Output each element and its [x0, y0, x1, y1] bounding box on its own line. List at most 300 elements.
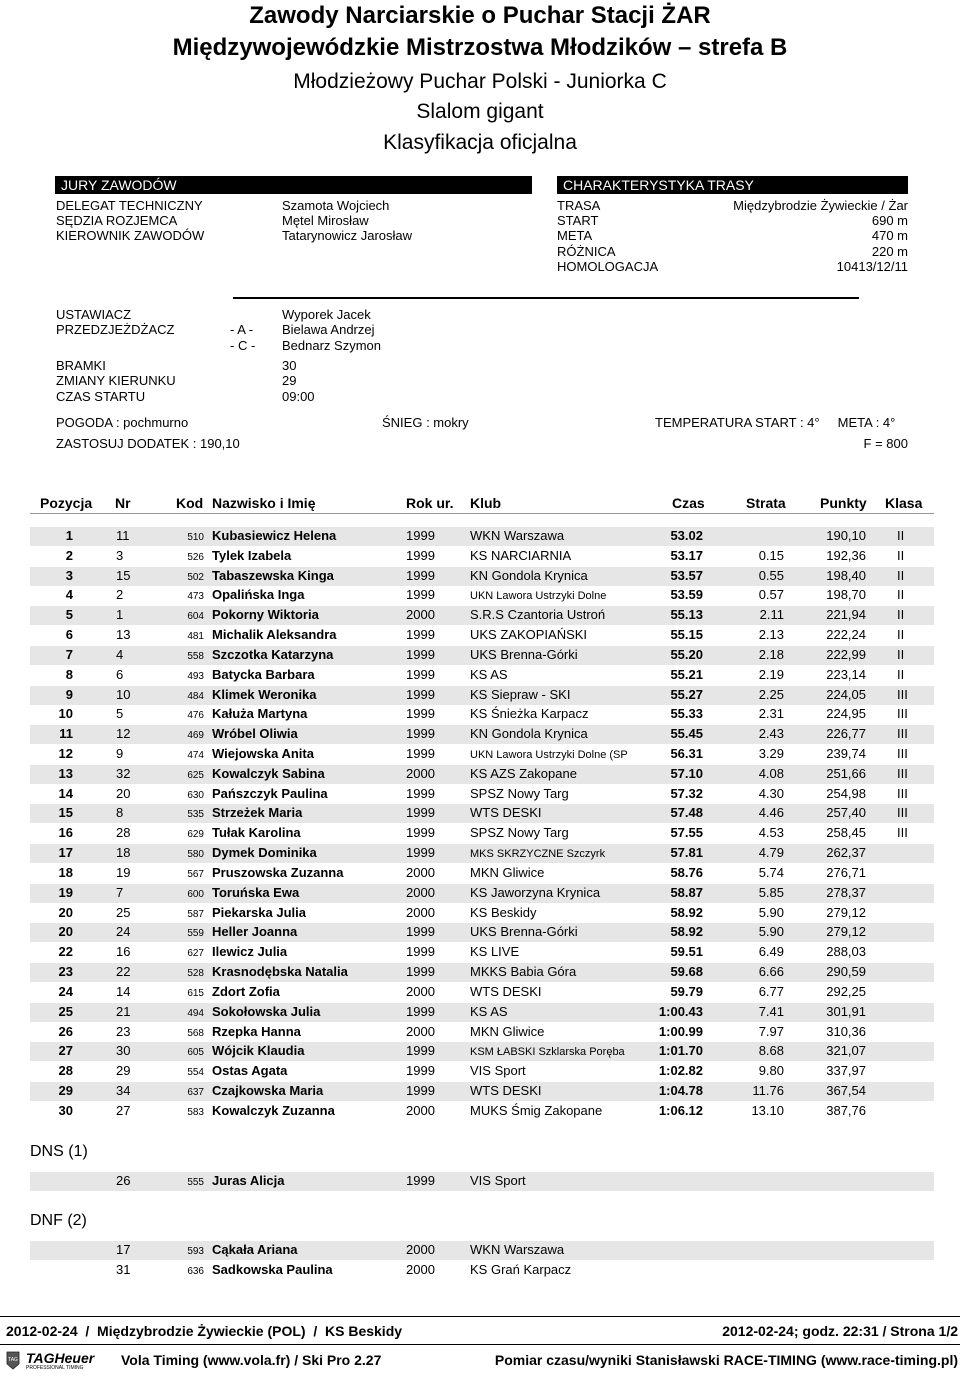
- result-points: 222,99: [826, 646, 866, 662]
- result-nr: 24: [116, 924, 131, 940]
- result-club: UKS Brenna-Górki: [470, 924, 578, 940]
- result-pos: 6: [65, 627, 73, 643]
- result-diff: 0.57: [758, 587, 784, 603]
- result-time: 59.68: [670, 964, 703, 980]
- result-time: 57.81: [670, 845, 703, 861]
- result-points: 276,71: [826, 864, 866, 880]
- result-nr: 29: [116, 1063, 131, 1079]
- result-nr: 28: [116, 825, 131, 841]
- result-club: UKN Lawora Ustrzyki Dolne: [470, 590, 607, 603]
- jury-label: DELEGAT TECHNICZNY: [56, 198, 203, 213]
- result-year: 2000: [406, 765, 435, 781]
- result-time: 57.10: [670, 765, 703, 781]
- result-club: UKN Lawora Ustrzyki Dolne (SP: [470, 749, 628, 762]
- result-nr: 34: [116, 1082, 131, 1098]
- result-nr: 7: [116, 884, 124, 900]
- result-points: 310,36: [826, 1023, 866, 1039]
- result-club: MKN Gliwice: [470, 864, 545, 880]
- result-time: 55.13: [670, 607, 703, 623]
- result-pos: 1: [65, 528, 73, 543]
- result-diff: 2.11: [759, 607, 784, 623]
- result-name: Piekarska Julia: [212, 904, 306, 920]
- result-points: 223,14: [826, 666, 866, 682]
- result-nr: 3: [116, 547, 124, 563]
- result-diff: 8.68: [758, 1043, 784, 1059]
- result-club: WTS DESKI: [470, 1082, 542, 1098]
- weather: POGODA : pochmurno: [56, 415, 189, 430]
- result-kod: 605: [187, 1047, 204, 1059]
- result-year: 1999: [406, 924, 435, 940]
- result-pos: 13: [58, 765, 73, 781]
- result-time: 1:00.43: [658, 1003, 703, 1019]
- result-nr: 6: [116, 666, 124, 682]
- result-kod: 567: [187, 868, 204, 880]
- result-class: II: [897, 607, 905, 623]
- result-club: KS Śnieżka Karpacz: [470, 706, 589, 722]
- result-club: KS Beskidy: [470, 904, 537, 920]
- result-kod: 630: [187, 789, 204, 801]
- col-header-year: Rok ur.: [406, 495, 454, 511]
- result-points: 337,97: [826, 1063, 866, 1079]
- result-points: 290,59: [826, 964, 866, 980]
- temperature: TEMPERATURA START : 4° META : 4°: [655, 415, 896, 430]
- result-pos: 9: [65, 686, 73, 702]
- result-kod: 502: [187, 571, 204, 583]
- header-divider: [30, 513, 934, 514]
- jury-value: Mętel Mirosław: [282, 213, 369, 228]
- run-divider: [233, 297, 859, 299]
- result-club: SPSZ Nowy Targ: [470, 785, 569, 801]
- result-club: KS NARCIARNIA: [470, 547, 572, 563]
- result-kod: 555: [187, 1177, 204, 1188]
- result-points: 239,74: [826, 746, 866, 762]
- result-points: 279,12: [826, 904, 866, 920]
- result-diff: 5.90: [758, 904, 784, 920]
- result-kod: 558: [187, 650, 204, 662]
- course-label: TRASA: [557, 198, 601, 213]
- result-nr: 1: [116, 607, 124, 623]
- result-kod: 636: [187, 1265, 204, 1277]
- result-name: Krasnodębska Natalia: [212, 964, 348, 980]
- result-name: Dymek Dominika: [212, 845, 317, 861]
- result-points: 192,36: [826, 547, 866, 563]
- result-diff: 13.10: [751, 1102, 784, 1118]
- result-pos: 3: [65, 567, 73, 583]
- result-kod: 493: [187, 670, 204, 682]
- result-kod: 627: [187, 948, 204, 960]
- result-year: 2000: [406, 983, 435, 999]
- result-year: 2000: [406, 1102, 435, 1118]
- result-diff: 2.43: [758, 726, 784, 742]
- result-club: VIS Sport: [470, 1063, 526, 1079]
- result-year: 1999: [406, 964, 435, 980]
- footer-divider: [0, 1316, 960, 1317]
- result-club: WTS DESKI: [470, 983, 542, 999]
- result-name: Tabaszewska Kinga: [212, 567, 334, 583]
- result-nr: 16: [116, 944, 131, 960]
- result-class: II: [897, 666, 905, 682]
- result-club: WKN Warszawa: [470, 528, 565, 543]
- result-diff: 4.08: [758, 765, 784, 781]
- result-class: II: [897, 567, 905, 583]
- result-class: III: [897, 686, 908, 702]
- result-pos: 20: [58, 904, 73, 920]
- footer-right: 2012-02-24; godz. 22:31 / Strona 1/2: [722, 1323, 958, 1339]
- result-pos: 26: [58, 1023, 73, 1039]
- result-year: 1999: [406, 944, 435, 960]
- result-points: 224,05: [826, 686, 866, 702]
- result-name: Klimek Weronika: [212, 686, 317, 702]
- result-pos: 14: [58, 785, 73, 801]
- col-header-points: Punkty: [820, 495, 867, 511]
- result-year: 1999: [406, 1043, 435, 1059]
- course-label: RÓŻNICA: [557, 244, 616, 259]
- result-club: UKS Brenna-Górki: [470, 646, 578, 662]
- result-year: 1999: [406, 587, 435, 603]
- title-discipline: Slalom gigant: [416, 100, 544, 123]
- result-pos: 7: [65, 646, 73, 662]
- result-diff: 4.79: [758, 845, 784, 861]
- result-points: 279,12: [826, 924, 866, 940]
- result-time: 53.57: [670, 567, 703, 583]
- result-club: KS Grań Karpacz: [470, 1261, 572, 1277]
- forerunner-name: Bednarz Szymon: [282, 338, 381, 353]
- result-time: 55.21: [670, 666, 703, 682]
- result-kod: 554: [187, 1067, 204, 1079]
- title-cup: Młodzieżowy Puchar Polski - Juniorka C: [293, 70, 667, 93]
- f-value: F = 800: [863, 436, 908, 451]
- jury-header: JURY ZAWODÓW: [55, 176, 532, 194]
- result-diff: 11.76: [752, 1082, 784, 1098]
- result-name: Wójcik Klaudia: [212, 1043, 305, 1059]
- result-year: 2000: [406, 607, 435, 623]
- result-time: 58.92: [670, 904, 703, 920]
- result-nr: 22: [116, 964, 131, 980]
- forerunner-tag: - C -: [230, 338, 256, 353]
- result-name: Kubasiewicz Helena: [212, 528, 337, 543]
- result-time: 1:02.82: [658, 1063, 703, 1079]
- result-pos: 29: [58, 1082, 73, 1098]
- result-time: 1:00.99: [658, 1023, 703, 1039]
- result-kod: 568: [187, 1027, 204, 1039]
- svg-text:TAG: TAG: [8, 1357, 18, 1363]
- result-nr: 4: [116, 646, 124, 662]
- setter-name: Wyporek Jacek: [282, 307, 371, 322]
- result-pos: 20: [58, 924, 73, 940]
- result-points: 278,37: [826, 884, 866, 900]
- result-diff: 9.80: [758, 1063, 784, 1079]
- result-class: III: [897, 785, 908, 801]
- result-class: II: [897, 528, 905, 543]
- result-nr: 19: [116, 864, 131, 880]
- result-kod: 604: [187, 611, 204, 623]
- result-nr: 11: [116, 528, 130, 543]
- result-time: 58.76: [670, 864, 703, 880]
- result-name: Kowalczyk Zuzanna: [212, 1102, 335, 1118]
- result-time: 55.20: [670, 646, 703, 662]
- result-name: Rzepka Hanna: [212, 1023, 301, 1039]
- result-points: 288,03: [826, 944, 866, 960]
- result-kod: 494: [187, 1007, 204, 1019]
- result-year: 1999: [406, 666, 435, 682]
- result-nr: 25: [116, 904, 131, 920]
- title-classification: Klasyfikacja oficjalna: [383, 131, 577, 154]
- col-header-diff: Strata: [746, 495, 786, 511]
- result-name: Batycka Barbara: [212, 666, 315, 682]
- start-time-value: 09:00: [282, 389, 315, 404]
- course-value: 10413/12/11: [836, 259, 908, 274]
- result-name: Czajkowska Maria: [212, 1082, 324, 1098]
- result-club: KS AS: [470, 1003, 508, 1019]
- result-points: 198,40: [826, 567, 866, 583]
- result-club: KSM ŁABSKI Szklarska Poręba: [470, 1046, 625, 1059]
- result-name: Michalik Aleksandra: [212, 627, 337, 643]
- result-year: 1999: [406, 706, 435, 722]
- result-club: KN Gondola Krynica: [470, 726, 588, 742]
- result-nr: 9: [116, 746, 124, 762]
- result-kod: 629: [187, 829, 204, 841]
- footer-divider: [0, 1344, 960, 1345]
- result-name: Heller Joanna: [212, 924, 298, 940]
- result-pos: 30: [58, 1102, 73, 1118]
- result-class: III: [897, 765, 908, 781]
- result-class: II: [897, 646, 905, 662]
- title-championship: Międzywojewódzkie Mistrzostwa Młodzików – strefa B: [172, 34, 788, 61]
- footer-left: 2012-02-24 / Międzybrodzie Żywieckie (POL) / KS Beskidy: [6, 1323, 403, 1339]
- result-name: Zdort Zofia: [212, 983, 280, 999]
- result-club: KS Jaworzyna Krynica: [470, 884, 601, 900]
- result-points: 222,24: [826, 627, 866, 643]
- result-pos: 10: [58, 706, 73, 722]
- result-pos: 22: [58, 944, 73, 960]
- result-diff: 2.25: [758, 686, 784, 702]
- result-points: 367,54: [826, 1082, 866, 1098]
- result-club: KS AZS Zakopane: [470, 765, 577, 781]
- course-header: CHARAKTERYSTYKA TRASY: [557, 176, 908, 194]
- result-kod: 615: [187, 987, 204, 999]
- result-name: Wróbel Oliwia: [212, 726, 298, 742]
- result-name: Ostas Agata: [212, 1063, 288, 1079]
- result-year: 1999: [406, 627, 435, 643]
- result-time: 55.15: [670, 627, 703, 643]
- result-points: 221,94: [826, 607, 866, 623]
- result-kod: 559: [187, 928, 204, 940]
- result-nr: 21: [116, 1003, 131, 1019]
- result-time: 53.02: [670, 528, 703, 543]
- result-name: Kowalczyk Sabina: [212, 765, 325, 781]
- result-pos: 17: [58, 845, 73, 861]
- tagheuer-logo: [6, 1350, 116, 1372]
- forerunner-label: PRZEDZJEŻDŻACZ: [56, 322, 175, 337]
- result-pos: 2: [65, 547, 73, 563]
- result-diff: 5.90: [758, 924, 784, 940]
- result-points: 251,66: [826, 765, 866, 781]
- result-time: 1:01.70: [658, 1043, 703, 1059]
- jury-label: KIEROWNIK ZAWODÓW: [56, 228, 205, 243]
- gates-value: 30: [282, 358, 297, 373]
- logo-subtext: PROFESSIONAL TIMING: [26, 1365, 84, 1371]
- result-pos: 5: [65, 607, 73, 623]
- jury-value: Szamota Wojciech: [282, 198, 390, 213]
- result-nr: 13: [116, 627, 131, 643]
- result-class: III: [897, 706, 908, 722]
- result-nr: 20: [116, 785, 131, 801]
- result-class: III: [897, 726, 908, 742]
- result-kod: 600: [187, 888, 204, 900]
- result-pos: 23: [58, 964, 73, 980]
- result-nr: 17: [116, 1242, 131, 1257]
- snow: ŚNIEG : mokry: [382, 415, 469, 430]
- result-diff: 7.41: [758, 1003, 784, 1019]
- result-club: MKN Gliwice: [470, 1023, 545, 1039]
- result-club: VIS Sport: [470, 1173, 526, 1188]
- logo-text: TAGHeuer: [26, 1350, 95, 1366]
- col-header-class: Klasa: [885, 495, 923, 511]
- result-name: Opalińska Inga: [212, 587, 305, 603]
- result-time: 56.31: [670, 746, 703, 762]
- footer-timing: Vola Timing (www.vola.fr) / Ski Pro 2.27: [121, 1352, 382, 1368]
- result-pos: 28: [58, 1063, 73, 1079]
- result-name: Pokorny Wiktoria: [212, 607, 319, 623]
- result-year: 2000: [406, 884, 435, 900]
- result-diff: 4.53: [758, 825, 784, 841]
- result-club: KS Siepraw - SKI: [470, 686, 571, 702]
- result-class: III: [897, 825, 908, 841]
- result-time: 53.17: [670, 547, 703, 563]
- result-name: Sadkowska Paulina: [212, 1261, 333, 1277]
- result-year: 2000: [406, 1261, 435, 1277]
- result-nr: 8: [116, 805, 124, 821]
- result-diff: 0.55: [758, 567, 784, 583]
- result-name: Ilewicz Julia: [212, 944, 288, 960]
- result-year: 1999: [406, 746, 435, 762]
- result-diff: 2.18: [758, 646, 784, 662]
- col-header-club: Klub: [470, 495, 502, 511]
- result-kod: 474: [187, 750, 204, 762]
- result-pos: 25: [58, 1003, 73, 1019]
- col-header-pos: Pozycja: [40, 495, 93, 511]
- result-pos: 24: [58, 983, 73, 999]
- result-kod: 528: [187, 968, 204, 980]
- gates-label: BRAMKI: [56, 358, 106, 373]
- dns-title: DNS (1): [30, 1143, 88, 1160]
- result-pos: 16: [58, 825, 73, 841]
- result-year: 1999: [406, 1003, 435, 1019]
- forerunner-name: Bielawa Andrzej: [282, 322, 375, 337]
- result-name: Wiejowska Anita: [212, 746, 314, 762]
- result-club: S.R.S Czantoria Ustroń: [470, 607, 606, 623]
- jury-value: Tatarynowicz Jarosław: [282, 228, 413, 243]
- result-time: 53.59: [670, 587, 703, 603]
- result-year: 1999: [406, 845, 435, 861]
- result-year: 1999: [406, 805, 435, 821]
- result-name: Pruszowska Zuzanna: [212, 864, 344, 880]
- result-kod: 481: [187, 631, 204, 643]
- course-value: 220 m: [871, 244, 908, 259]
- result-year: 1999: [406, 528, 435, 543]
- result-time: 55.33: [670, 706, 703, 722]
- course-value: 470 m: [871, 228, 908, 243]
- result-kod: 510: [187, 532, 204, 543]
- result-year: 2000: [406, 904, 435, 920]
- course-label: START: [557, 213, 599, 228]
- footer-measure: Pomiar czasu/wyniki Stanisławski RACE-TIMING (www.race-timing.pl): [494, 1352, 958, 1368]
- result-name: Strzeżek Maria: [212, 805, 303, 821]
- result-pos: 15: [58, 805, 73, 821]
- result-club: MUKS Śmig Zakopane: [470, 1102, 603, 1118]
- result-kod: 593: [187, 1246, 204, 1257]
- col-header-name: Nazwisko i Imię: [212, 495, 316, 511]
- result-nr: 10: [116, 686, 131, 702]
- result-time: 55.27: [670, 686, 703, 702]
- course-value: Międzybrodzie Żywieckie / Żar: [733, 198, 908, 213]
- result-name: Juras Alicja: [212, 1173, 285, 1188]
- col-header-nr: Nr: [115, 495, 131, 511]
- result-points: 258,45: [826, 825, 866, 841]
- result-kod: 476: [187, 710, 204, 722]
- result-diff: 6.66: [758, 964, 784, 980]
- result-nr: 26: [116, 1173, 131, 1188]
- result-diff: 5.74: [758, 864, 784, 880]
- result-points: 387,76: [826, 1102, 866, 1118]
- result-pos: 19: [58, 884, 73, 900]
- result-name: Tułak Karolina: [212, 825, 301, 841]
- result-nr: 12: [116, 726, 131, 742]
- dnf-title: DNF (2): [30, 1212, 87, 1229]
- result-pos: 11: [59, 726, 73, 742]
- course-label: HOMOLOGACJA: [557, 259, 659, 274]
- turns-value: 29: [282, 373, 297, 388]
- result-name: Pańszczyk Paulina: [212, 785, 328, 801]
- result-year: 1999: [406, 825, 435, 841]
- title-competition: Zawody Narciarskie o Puchar Stacji ŻAR: [249, 2, 711, 29]
- course-label: META: [557, 228, 593, 243]
- result-time: 1:06.12: [658, 1102, 703, 1118]
- result-points: 254,98: [826, 785, 866, 801]
- result-points: 198,70: [826, 587, 866, 603]
- result-diff: 0.15: [758, 547, 784, 563]
- result-club: KN Gondola Krynica: [470, 567, 588, 583]
- result-pos: 18: [58, 864, 73, 880]
- result-kod: 587: [187, 908, 204, 920]
- result-name: Tylek Izabela: [212, 547, 292, 563]
- result-diff: 2.31: [758, 706, 784, 722]
- setter-label: USTAWIACZ: [56, 307, 132, 322]
- result-time: 55.45: [670, 726, 703, 742]
- result-kod: 637: [187, 1086, 204, 1098]
- result-club: SPSZ Nowy Targ: [470, 825, 569, 841]
- result-kod: 473: [187, 591, 204, 603]
- result-kod: 526: [187, 551, 204, 563]
- result-points: 301,91: [826, 1003, 866, 1019]
- result-diff: 4.30: [758, 785, 784, 801]
- result-year: 1999: [406, 1173, 435, 1188]
- course-value: 690 m: [871, 213, 908, 228]
- result-diff: 6.77: [758, 983, 784, 999]
- result-club: KS LIVE: [470, 944, 520, 960]
- result-diff: 5.85: [758, 884, 784, 900]
- result-kod: 469: [187, 730, 204, 742]
- result-year: 2000: [406, 864, 435, 880]
- result-time: 58.92: [670, 924, 703, 940]
- col-header-time: Czas: [672, 495, 705, 511]
- result-kod: 580: [187, 849, 204, 861]
- result-time: 59.79: [670, 983, 703, 999]
- result-points: 226,77: [826, 726, 866, 742]
- result-diff: 6.49: [758, 944, 784, 960]
- adder: ZASTOSUJ DODATEK : 190,10: [56, 436, 240, 451]
- result-nr: 2: [116, 587, 124, 603]
